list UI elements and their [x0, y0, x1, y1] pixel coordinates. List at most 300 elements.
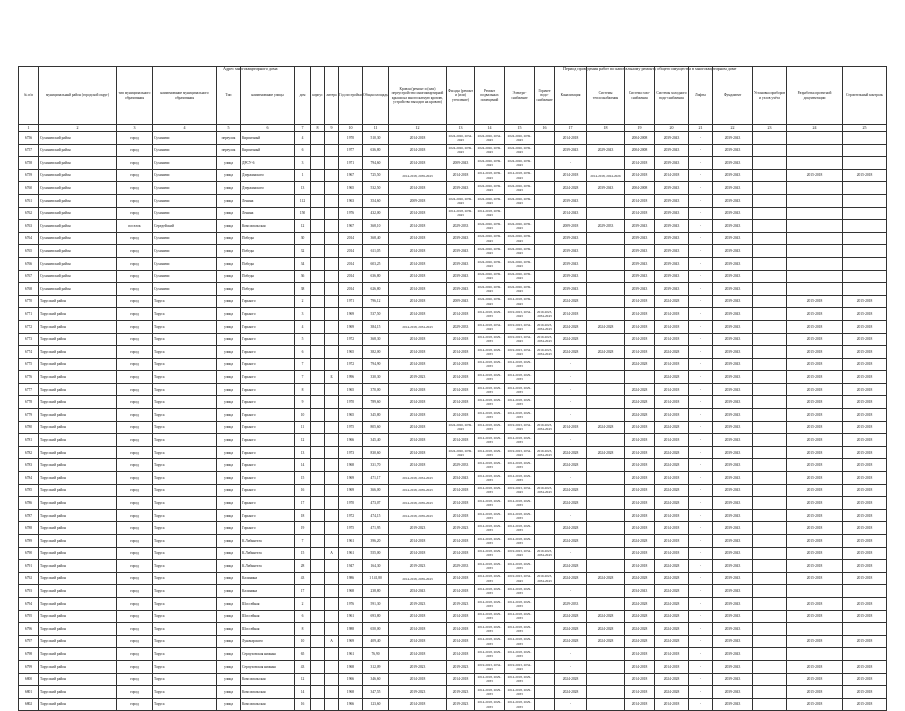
table-cell: 1971 [339, 295, 363, 308]
table-cell: 2039-2043 [655, 194, 689, 207]
table-cell: 2039-2043 [713, 232, 753, 245]
table-cell [535, 686, 555, 699]
table-cell: 2014-2018, 2034-2043 [475, 320, 505, 333]
table-cell: 6764 [19, 232, 39, 245]
table-cell: 2024-2026, 2039-2043 [475, 144, 505, 157]
table-cell: 2014-2018 [625, 698, 655, 711]
table-cell: 3 [295, 308, 311, 321]
table-cell: Дзержинского [241, 182, 295, 195]
table-cell: 2014-2018 [655, 434, 689, 447]
table-cell: 1968 [339, 585, 363, 598]
table-cell: 1976 [339, 207, 363, 220]
table-cell: 2014 [339, 257, 363, 270]
table-cell: Тарусский район [39, 396, 117, 409]
table-cell [787, 194, 843, 207]
table-cell: 2024-2026, 2039-2043 [505, 182, 535, 195]
table-cell [311, 446, 325, 459]
table-cell [311, 610, 325, 623]
table-cell: город [117, 144, 153, 157]
table-cell: 2015-2018 [843, 547, 887, 560]
table-cell [787, 270, 843, 283]
table-cell: - [689, 497, 713, 510]
table-cell [325, 157, 339, 170]
table-cell: 2024-2026, 2039-2043 [505, 144, 535, 157]
table-cell: Сухиничский район [39, 245, 117, 258]
table-cell [787, 132, 843, 145]
table-cell: - [689, 409, 713, 422]
table-cell [535, 635, 555, 648]
table-cell: Таруса [153, 597, 217, 610]
works-group-title: Период проведения работ по капитальному ремонту общего имущества в многоквартирном доме [563, 66, 737, 71]
table-cell [311, 421, 325, 434]
table-cell: 6801 [19, 686, 39, 699]
table-cell: - [689, 371, 713, 384]
table-cell: 1961 [339, 648, 363, 661]
table-cell: 2039-2043 [713, 535, 753, 548]
table-cell [325, 535, 339, 548]
table-cell: 2015-2018 [843, 484, 887, 497]
table-cell [535, 383, 555, 396]
table-cell: 1996 [339, 371, 363, 384]
table-cell: 345,80 [363, 409, 389, 422]
table-cell: 2024-2026, 2039-2043 [447, 446, 475, 459]
table-cell: Тарусский район [39, 509, 117, 522]
table-cell: 2039-2043 [713, 597, 753, 610]
table-cell: улица [217, 220, 241, 233]
table-cell [535, 295, 555, 308]
table-cell: 805,60 [363, 421, 389, 434]
table-cell: 346,60 [363, 673, 389, 686]
table-cell: 2039-2043 [713, 547, 753, 560]
table-cell: 7 [295, 358, 311, 371]
table-cell [753, 472, 787, 485]
table-cell: город [117, 396, 153, 409]
table-cell: - [689, 472, 713, 485]
table-cell: 2014-2018 [625, 660, 655, 673]
table-cell: поселок [117, 220, 153, 233]
table-cell: 2029-2033 [587, 220, 625, 233]
table-cell [787, 257, 843, 270]
table-cell: Сухиничский район [39, 207, 117, 220]
table-cell [587, 371, 625, 384]
table-cell: 2024-2028 [587, 610, 625, 623]
table-cell: Комсомольская [241, 220, 295, 233]
table-cell: 6 [295, 346, 311, 359]
table-cell: 1967 [339, 169, 363, 182]
table-cell: 830,60 [363, 446, 389, 459]
table-cell: 6775 [19, 358, 39, 371]
table-cell: Таруса [153, 295, 217, 308]
table-cell [311, 320, 325, 333]
table-cell: 2019-2023 [447, 698, 475, 711]
table-cell: 6763 [19, 220, 39, 233]
table-cell: Таруса [153, 648, 217, 661]
table-cell: Таруса [153, 623, 217, 636]
table-cell: 32 [295, 245, 311, 258]
table-cell: Горького [241, 509, 295, 522]
table-cell: 2039-2043 [713, 421, 753, 434]
table-cell [535, 358, 555, 371]
table-cell: 2039-2043 [655, 144, 689, 157]
table-cell: 2014-2018, 2029-2033 [505, 409, 535, 422]
table-cell: 1966 [339, 434, 363, 447]
table-cell: Тарусский район [39, 472, 117, 485]
table-cell: - [689, 484, 713, 497]
table-cell: Таруса [153, 673, 217, 686]
table-cell: 6770 [19, 295, 39, 308]
table-cell: - [689, 610, 713, 623]
table-cell [325, 245, 339, 258]
table-cell: - [689, 194, 713, 207]
table-cell: 2014-2018, 2029-2033 [505, 522, 535, 535]
table-cell: - [689, 560, 713, 573]
table-row [19, 446, 887, 459]
table-cell: 2014-2018 [655, 358, 689, 371]
table-cell: 6792 [19, 572, 39, 585]
table-cell: 2015-2018 [843, 597, 887, 610]
table-cell [843, 182, 887, 195]
table-cell: 2019-2023, 2034-2043 [505, 446, 535, 459]
table-cell: 1965 [339, 182, 363, 195]
table-cell: 2015-2018 [787, 346, 843, 359]
table-cell: - [689, 295, 713, 308]
table-cell: Таруса [153, 320, 217, 333]
table-cell: - [555, 383, 587, 396]
column-number: 1 [19, 125, 39, 132]
table-cell: 432,00 [363, 207, 389, 220]
table-cell: 2039-2043 [447, 283, 475, 296]
table-cell: 2014-2018, 2039-2043 [505, 169, 535, 182]
table-cell: 2014-2018 [447, 358, 475, 371]
table-cell: 2014-2018 [625, 320, 655, 333]
table-row [19, 459, 887, 472]
table-cell: 2014-2018, 2029-2033 [505, 434, 535, 447]
table-cell: город [117, 686, 153, 699]
table-cell [325, 446, 339, 459]
table-cell: 1972 [339, 509, 363, 522]
table-cell: 2004-2008 [625, 182, 655, 195]
table-cell: Тарусский район [39, 623, 117, 636]
table-cell: 2014-2018, 2029-2033 [475, 409, 505, 422]
table-cell: Сухиничи [153, 283, 217, 296]
table-cell: 6767 [19, 270, 39, 283]
table-cell: - [689, 547, 713, 560]
table-cell: 2014-2018 [389, 346, 447, 359]
table-cell: Таруса [153, 446, 217, 459]
table-row [19, 383, 887, 396]
table-cell: 2014-2018 [447, 434, 475, 447]
table-cell: 1975 [339, 522, 363, 535]
table-cell: 2015-2018 [843, 308, 887, 321]
table-cell: 2014-2018 [389, 270, 447, 283]
table-cell: 2019-2023 [447, 597, 475, 610]
table-cell [311, 333, 325, 346]
table-cell: 2039-2043 [713, 459, 753, 472]
table-cell: 2024-2028 [625, 383, 655, 396]
table-row [19, 257, 887, 270]
table-cell: 1963 [339, 194, 363, 207]
table-cell: - [689, 623, 713, 636]
table-cell [753, 396, 787, 409]
table-cell: 2024-2028 [655, 295, 689, 308]
table-cell: 2014-2018, 2029-2033 [505, 635, 535, 648]
table-cell: 2014-2018 [625, 308, 655, 321]
table-cell: 34 [295, 257, 311, 270]
table-cell: улица [217, 333, 241, 346]
table-cell: 2014-2018, 2029-2033 [475, 686, 505, 699]
table-row [19, 597, 887, 610]
table-cell: 537,50 [363, 308, 389, 321]
table-cell: Победы [241, 283, 295, 296]
table-cell: 18 [295, 509, 311, 522]
table-cell: 370,00 [363, 383, 389, 396]
table-cell: 2015-2018 [787, 635, 843, 648]
table-cell: Тарусский район [39, 572, 117, 585]
table-cell: - [689, 169, 713, 182]
table-cell: 384,15 [363, 320, 389, 333]
table-cell: 2014-2018 [625, 333, 655, 346]
table-cell: 2024-2028 [655, 585, 689, 598]
table-cell: 2019-2023, 2034-2043 [505, 660, 535, 673]
table-cell: 2029-2033 [447, 560, 475, 573]
table-cell: 2024-2028 [655, 371, 689, 384]
table-cell: 1975 [339, 421, 363, 434]
table-cell: - [689, 686, 713, 699]
table-cell: 2039-2043 [447, 245, 475, 258]
table-cell: 2014-2018 [389, 396, 447, 409]
table-cell: 6778 [19, 396, 39, 409]
table-cell [753, 648, 787, 661]
table-cell: 2039-2043 [713, 257, 753, 270]
table-cell: 2014-2018, 2039-2043 [389, 509, 447, 522]
table-cell: улица [217, 522, 241, 535]
table-cell: 8 [295, 623, 311, 636]
table-row [19, 522, 887, 535]
table-cell: 2039-2043 [713, 371, 753, 384]
table-cell: 2039-2043 [555, 232, 587, 245]
table-cell: 2019-2023 [447, 522, 475, 535]
table-cell: 2014-2018 [389, 132, 447, 145]
table-cell: 2015-2018 [787, 673, 843, 686]
table-cell [753, 623, 787, 636]
table-cell: 30 [295, 232, 311, 245]
table-cell: улица [217, 547, 241, 560]
table-cell: 1986 [339, 572, 363, 585]
table-cell: 2015-2018 [787, 383, 843, 396]
table-cell: 2014-2018, 2029-2033 [475, 597, 505, 610]
table-cell: город [117, 257, 153, 270]
table-cell: 2024-2026, 2039-2043 [505, 220, 535, 233]
table-cell: город [117, 182, 153, 195]
table-cell: 2014-2018, 2029-2033 [475, 459, 505, 472]
table-cell [753, 560, 787, 573]
table-cell [843, 648, 887, 661]
table-cell: 2019-2023, 2034-2043 [505, 547, 535, 560]
table-cell [787, 585, 843, 598]
table-cell [753, 295, 787, 308]
table-cell: улица [217, 497, 241, 510]
table-cell: 7 [295, 371, 311, 384]
table-cell: - [689, 270, 713, 283]
table-cell [325, 585, 339, 598]
table-cell: 2024-2028 [555, 333, 587, 346]
table-cell: 2014-2018, 2029-2033 [505, 673, 535, 686]
table-cell: 2024-2026, 2039-2043 [475, 157, 505, 170]
table-cell [843, 207, 887, 220]
table-cell [325, 232, 339, 245]
table-cell: 794,90 [363, 358, 389, 371]
table-row [19, 232, 887, 245]
table-cell: 2029-2033 [447, 320, 475, 333]
table-cell: 6793 [19, 585, 39, 598]
table-cell: Тарусский район [39, 308, 117, 321]
table-cell [753, 320, 787, 333]
table-cell: 2024-2028 [555, 535, 587, 548]
table-cell: 1961 [339, 535, 363, 548]
table-cell: 2024-2028 [655, 459, 689, 472]
table-cell: 2015-2018 [787, 459, 843, 472]
table-cell: 2024-2028 [555, 623, 587, 636]
table-row [19, 157, 887, 170]
table-cell: город [117, 157, 153, 170]
table-cell: 2039-2043 [713, 295, 753, 308]
table-cell: 2024-2026, 2039-2043 [475, 270, 505, 283]
table-cell [587, 472, 625, 485]
table-cell: 2019-2023 [389, 660, 447, 673]
table-cell [311, 270, 325, 283]
table-cell: улица [217, 673, 241, 686]
table-cell: 2014-2018 [389, 308, 447, 321]
table-cell: 382,00 [363, 346, 389, 359]
table-cell: 611,05 [363, 245, 389, 258]
table-cell: 2014-2018, 2029-2033 [475, 673, 505, 686]
table-cell: 2039-2043 [555, 283, 587, 296]
table-cell: 2014-2018 [389, 648, 447, 661]
table-cell: 2014-2018 [655, 547, 689, 560]
table-cell: 2014-2018 [555, 132, 587, 145]
table-cell: 2015-2018 [843, 660, 887, 673]
table-cell: 2014-2018, 2039-2043 [475, 169, 505, 182]
table-cell: 2014-2018, 2039-2043 [389, 484, 447, 497]
table-cell: 2015-2018 [787, 610, 843, 623]
table-cell: улица [217, 597, 241, 610]
table-cell: 2015-2018 [843, 686, 887, 699]
table-cell [311, 346, 325, 359]
table-row [19, 623, 887, 636]
table-cell: 6795 [19, 610, 39, 623]
table-cell: город [117, 597, 153, 610]
table-cell: 2014-2018, 2029-2033 [475, 308, 505, 321]
table-cell: 2039-2043 [713, 635, 753, 648]
column-number: 14 [475, 125, 505, 132]
table-cell: город [117, 232, 153, 245]
table-cell: 2039-2043 [713, 509, 753, 522]
table-cell [311, 535, 325, 548]
table-cell: - [555, 509, 587, 522]
table-cell: 36 [295, 270, 311, 283]
table-row [19, 308, 887, 321]
table-cell [753, 409, 787, 422]
table-cell: Победы [241, 257, 295, 270]
table-cell: 1969 [339, 320, 363, 333]
table-cell: 2015-2018 [787, 396, 843, 409]
table-cell: 2039-2043 [655, 132, 689, 145]
table-cell: 2039-2043 [713, 648, 753, 661]
table-cell: - [689, 257, 713, 270]
table-cell: 603,25 [363, 257, 389, 270]
table-cell: 2015-2018 [787, 560, 843, 573]
column-header: дом [295, 67, 311, 125]
table-cell: улица [217, 446, 241, 459]
table-cell: 2015-2018 [843, 610, 887, 623]
table-row [19, 245, 887, 258]
table-cell: Сухиничский район [39, 182, 117, 195]
table-cell [587, 560, 625, 573]
table-cell: 2024-2026, 2034-2043 [447, 132, 475, 145]
table-cell: 2039-2043 [713, 220, 753, 233]
table-cell: 2015-2018 [787, 597, 843, 610]
table-cell: 1976 [339, 597, 363, 610]
table-cell: 2014-2018 [625, 434, 655, 447]
table-body [19, 132, 887, 711]
table-cell: 2039-2043 [713, 207, 753, 220]
table-cell [311, 132, 325, 145]
table-cell [325, 257, 339, 270]
table-cell: 2014-2018 [655, 383, 689, 396]
table-row [19, 560, 887, 573]
table-cell: 2015-2018 [787, 535, 843, 548]
table-cell: 2024-2028 [625, 358, 655, 371]
table-cell: 1972 [339, 333, 363, 346]
table-cell: 17 [295, 497, 311, 510]
table-cell: 2039-2043 [713, 610, 753, 623]
table-cell: 2014-2018 [655, 535, 689, 548]
table-cell [587, 358, 625, 371]
table-cell: К.Либкнехта [241, 535, 295, 548]
table-cell [587, 157, 625, 170]
table-cell: 2039-2043 [555, 194, 587, 207]
table-cell [587, 283, 625, 296]
table-cell: - [689, 320, 713, 333]
table-cell: город [117, 245, 153, 258]
table-row [19, 535, 887, 548]
table-cell [535, 560, 555, 573]
table-cell: Комсомольская [241, 698, 295, 711]
table-cell: 2014-2018 [389, 610, 447, 623]
table-cell: 2039-2043 [713, 383, 753, 396]
table-cell: 591,30 [363, 597, 389, 610]
table-cell: 6788 [19, 522, 39, 535]
table-cell: - [689, 396, 713, 409]
table-cell: 2014-2018, 2034-2043 [389, 320, 447, 333]
table-cell: улица [217, 635, 241, 648]
column-header: Система газо-снабжения [625, 67, 655, 125]
table-cell: 2024-2026, 2039-2043 [505, 132, 535, 145]
table-cell: 2015-2018 [843, 698, 887, 711]
table-cell: 2024-2026, 2039-2043 [447, 421, 475, 434]
table-cell: 6799 [19, 660, 39, 673]
table-cell: Сухиничи [153, 157, 217, 170]
table-row [19, 673, 887, 686]
table-cell: Таруса [153, 396, 217, 409]
table-cell: 2009-2018 [555, 220, 587, 233]
table-row [19, 207, 887, 220]
table-cell: 2015-2018 [843, 333, 887, 346]
table-cell: 2015-2018 [843, 383, 887, 396]
table-cell: 2019-2023, 2034-2043 [505, 484, 535, 497]
table-cell: улица [217, 610, 241, 623]
table-cell: - [689, 509, 713, 522]
